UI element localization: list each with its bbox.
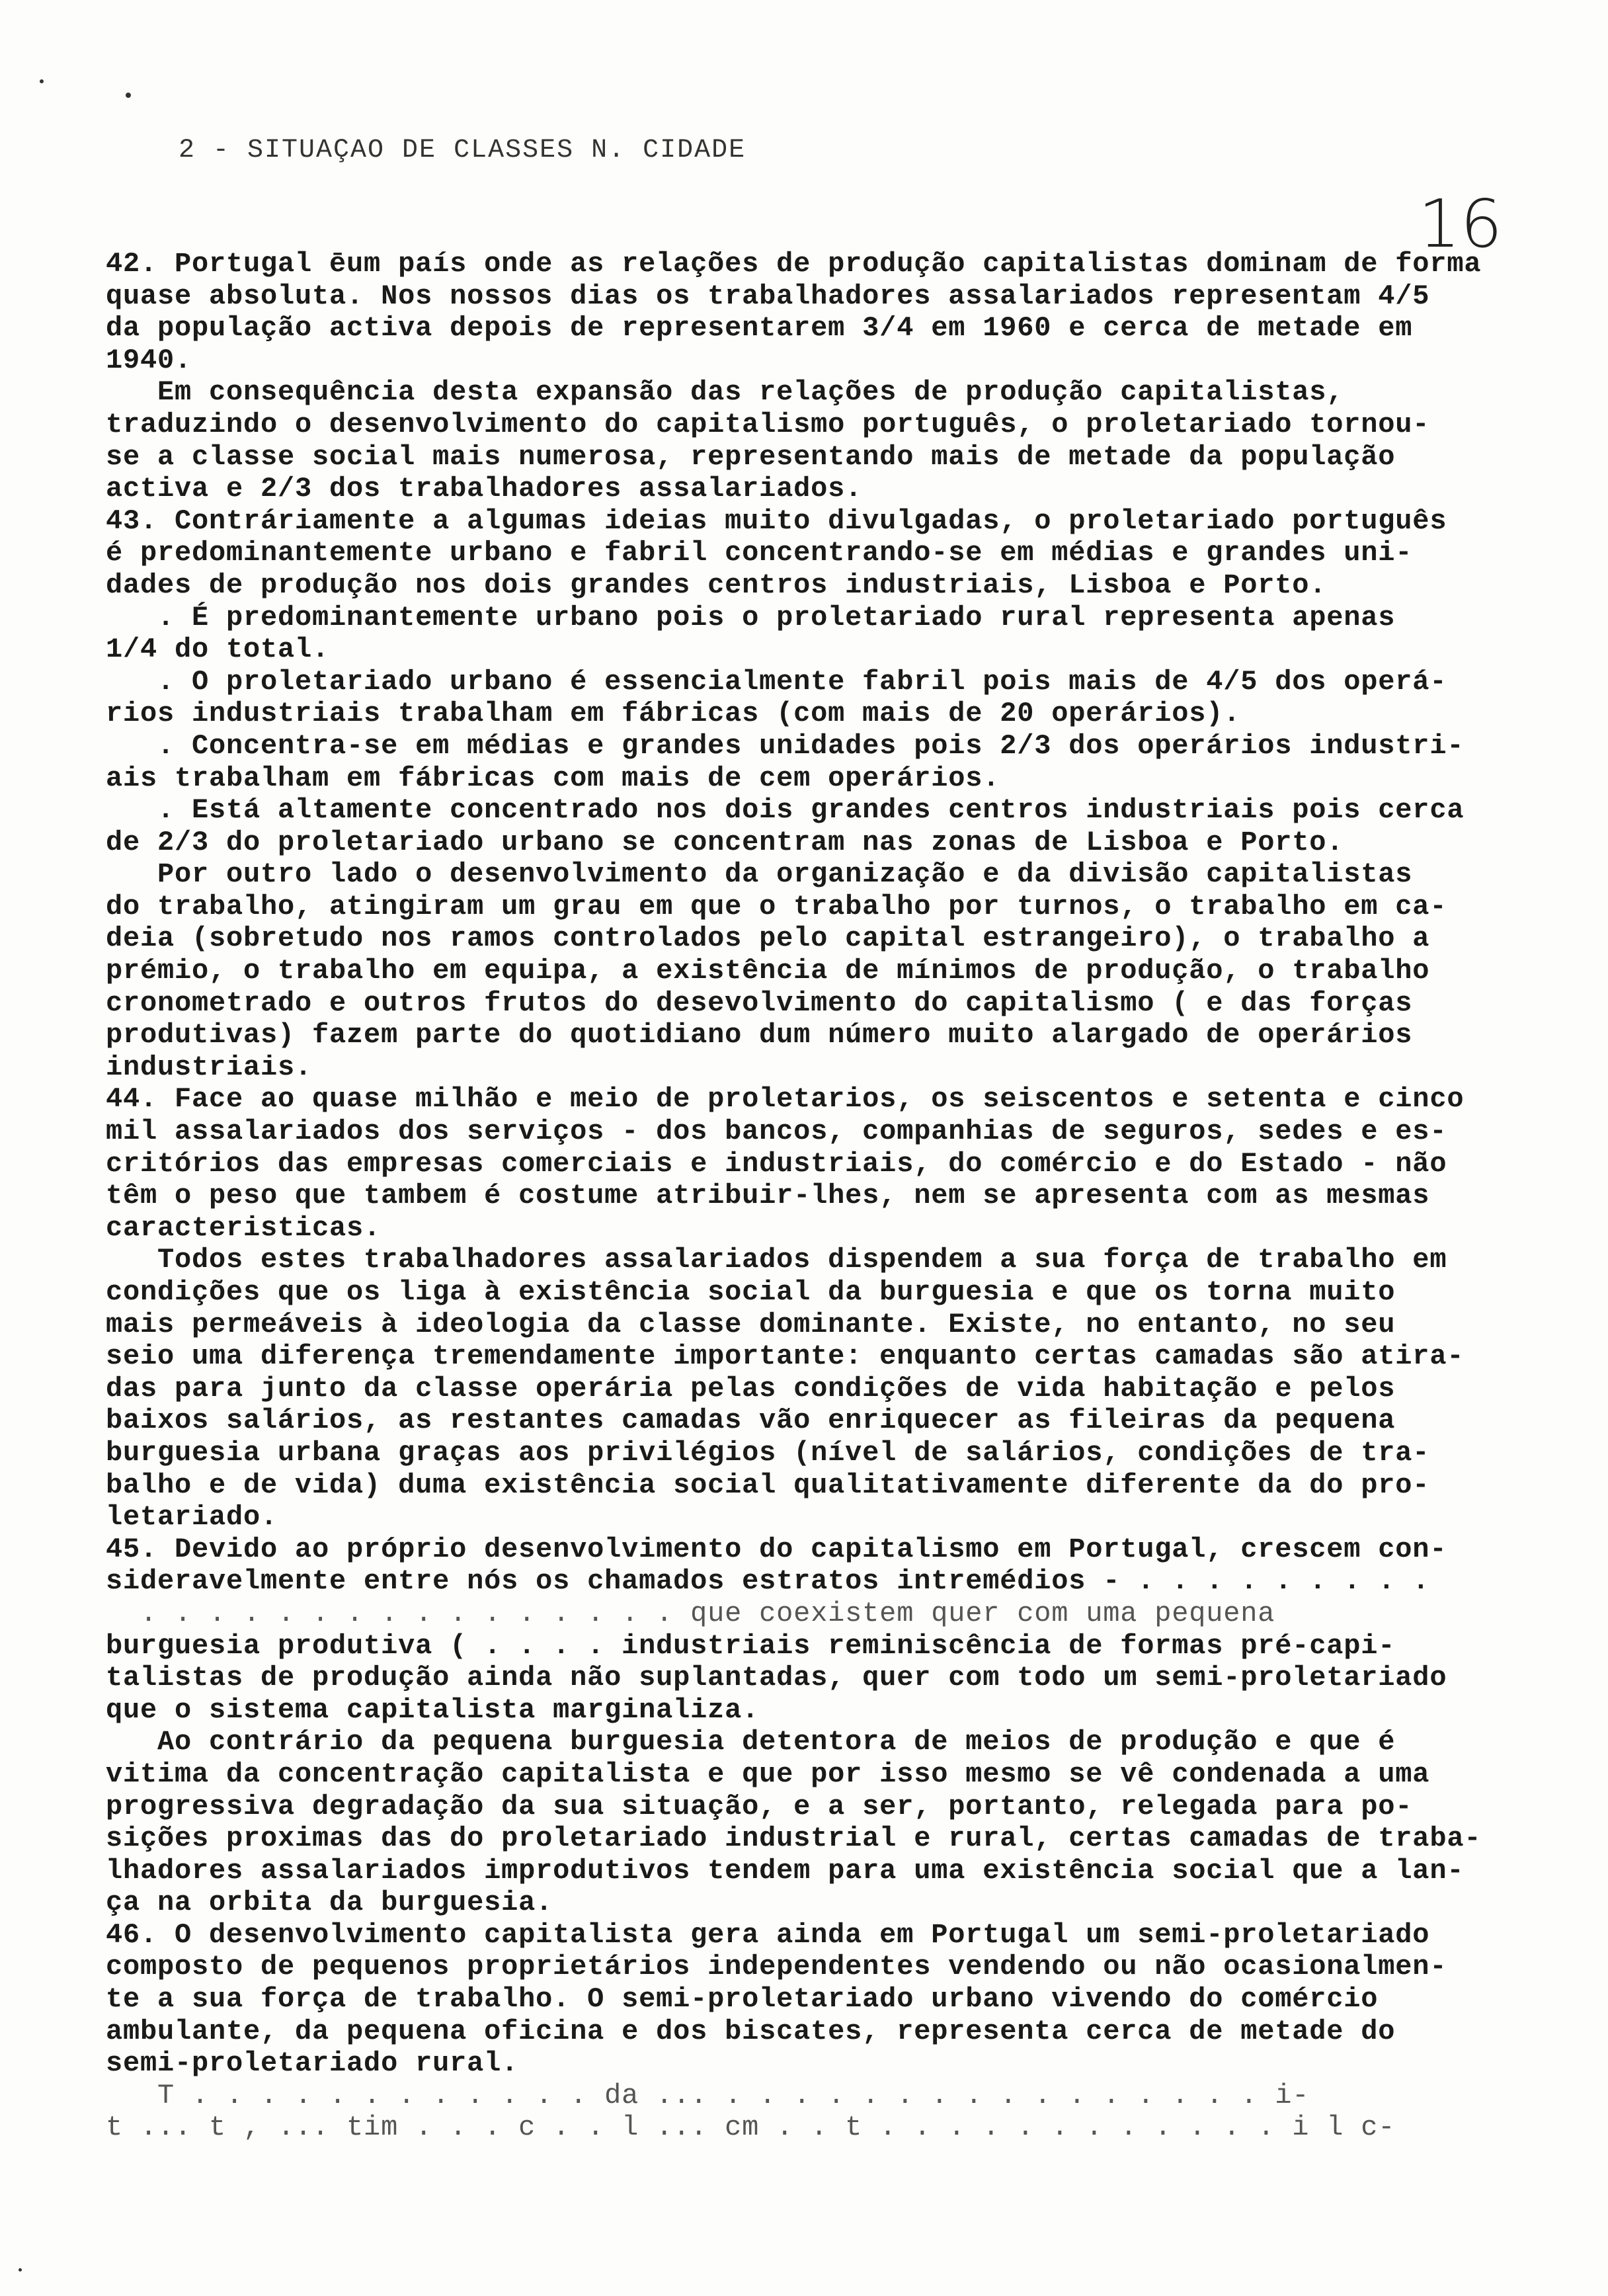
text-line: t ... t , ... tim . . . c . . l ... cm . . t . . . . . . . . . . . . i l c- — [106, 2112, 1396, 2144]
text-line: Em consequência desta expansão das relações de produção capitalistas, — [106, 376, 1344, 409]
text-line: letariado. — [106, 1501, 278, 1534]
text-line: . É predominantemente urbano pois o proletariado rural representa apenas — [106, 601, 1396, 634]
text-line: se a classe social mais numerosa, representando mais de metade da população — [106, 440, 1396, 473]
text-line: burguesia produtiva ( . . . . industriais reminiscência de formas pré-capi- — [106, 1629, 1396, 1662]
text-line: te a sua força de trabalho. O semi-proletariado urbano vivendo do comércio — [106, 1983, 1379, 2016]
text-line: sideravelmente entre nós os chamados estratos intremédios - . . . . . . . . . — [106, 1565, 1430, 1598]
text-line: das para junto da classe operária pelas condições de vida habitação e pelos — [106, 1372, 1396, 1405]
text-line: Por outro lado o desenvolvimento da organização e da divisão capitalistas — [106, 858, 1413, 891]
text-line: produtivas) fazem parte do quotidiano dum número muito alargado de operários — [106, 1019, 1413, 1051]
text-line: 45. Devido ao próprio desenvolvimento do capitalismo em Portugal, crescem con- — [106, 1533, 1447, 1565]
text-line: . . . . . . . . . . . . . . . . que coexistem quer com uma pequena — [106, 1597, 1275, 1629]
text-line: progressiva degradação da sua situação, e a ser, portanto, relegada para po- — [106, 1790, 1413, 1823]
text-line: ça na orbita da burguesia. — [106, 1887, 553, 1919]
text-line: burguesia urbana graças aos privilégios (nível de salários, condições de tra- — [106, 1436, 1430, 1469]
text-line: 43. Contráriamente a algumas ideias muito divulgadas, o proletariado português — [106, 505, 1447, 537]
text-line: rios industriais trabalham em fábricas (com mais de 20 operários). — [106, 698, 1241, 730]
body-text — [106, 248, 1547, 2144]
text-line: condições que os liga à existência social da burguesia e que os torna muito — [106, 1276, 1396, 1308]
text-line: 46. O desenvolvimento capitalista gera ainda em Portugal um semi-proletariado — [106, 1918, 1430, 1951]
text-line: 44. Face ao quase milhão e meio de proletarios, os seiscentos e setenta e cinco — [106, 1083, 1465, 1116]
text-line: 1/4 do total. — [106, 634, 330, 666]
text-line: semi-proletariado rural. — [106, 2047, 519, 2080]
scan-speck — [19, 2268, 22, 2272]
text-line: ais trabalham em fábricas com mais de cem operários. — [106, 762, 1000, 794]
text-line: do trabalho, atingiram um grau em que o trabalho por turnos, o trabalho em ca- — [106, 890, 1447, 922]
text-line: critórios das empresas comerciais e industriais, do comércio e do Estado - não — [106, 1147, 1447, 1180]
text-line: lhadores assalariados improdutivos tendem para uma existência social que a lan- — [106, 1854, 1465, 1887]
text-line: de 2/3 do proletariado urbano se concentram nas zonas de Lisboa e Porto. — [106, 826, 1344, 858]
text-line: deia (sobretudo nos ramos controlados pelo capital estrangeiro), o trabalho a — [106, 922, 1430, 955]
text-line: mil assalariados dos serviços - dos bancos, companhias de seguros, sedes e es- — [106, 1116, 1447, 1148]
text-line: 1940. — [106, 344, 192, 376]
text-line: prémio, o trabalho em equipa, a existência de mínimos de produção, o trabalho — [106, 955, 1430, 987]
text-line: caracteristicas. — [106, 1211, 382, 1244]
text-line: é predominantemente urbano e fabril concentrando-se em médias e grandes uni- — [106, 537, 1413, 569]
text-line: mais permeáveis à ideologia da classe dominante. Existe, no entanto, no seu — [106, 1308, 1396, 1340]
section-header: 2 - SITUAÇAO DE CLASSES N. CIDADE — [179, 136, 746, 165]
text-line: cronometrado e outros frutos do desevolvimento do capitalismo ( e das forças — [106, 987, 1413, 1019]
text-line: . Concentra-se em médias e grandes unidades pois 2/3 dos operários industri- — [106, 729, 1465, 762]
text-line: traduzindo o desenvolvimento do capitalismo português, o proletariado tornou- — [106, 408, 1430, 440]
text-line: baixos salários, as restantes camadas vão enriquecer as fileiras da pequena — [106, 1405, 1396, 1437]
text-line: sições proximas das do proletariado industrial e rural, certas camadas de traba- — [106, 1823, 1482, 1855]
text-line: composto de pequenos proprietários independentes vendendo ou não ocasionalmen- — [106, 1951, 1447, 1983]
text-line: que o sistema capitalista marginaliza. — [106, 1694, 760, 1726]
text-line: talistas de produção ainda não suplantadas, quer com todo um semi-proletariado — [106, 1662, 1447, 1694]
page-number: 16 — [1418, 185, 1503, 263]
text-line: 42. Portugal ēum país onde as relações de produção capitalistas dominam de forma — [106, 248, 1482, 280]
text-line: activa e 2/3 dos trabalhadores assalariados. — [106, 473, 863, 505]
text-line: quase absoluta. Nos nossos dias os trabalhadores assalariados representam 4/5 — [106, 280, 1430, 312]
text-line: vitima da concentração capitalista e que por isso mesmo se vê condenada a uma — [106, 1758, 1430, 1790]
text-line: . Está altamente concentrado nos dois grandes centros industriais pois cerca — [106, 794, 1465, 827]
text-line: T . . . . . . . . . . . . da ... . . . . . . . . . . . . . . . . i- — [106, 2079, 1310, 2112]
text-line: dades de produção nos dois grandes centros industriais, Lisboa e Porto. — [106, 569, 1327, 601]
text-line: seio uma diferença tremendamente importante: enquanto certas camadas são atira- — [106, 1340, 1465, 1373]
text-line: da população activa depois de representarem 3/4 em 1960 e cerca de metade em — [106, 312, 1413, 345]
text-line: industriais. — [106, 1051, 313, 1083]
text-line: Ao contrário da pequena burguesia detentora de meios de produção e que é — [106, 1726, 1396, 1758]
scan-speck — [40, 79, 44, 83]
text-line: têm o peso que tambem é costume atribuir-lhes, nem se apresenta com as mesmas — [106, 1180, 1430, 1212]
text-line: balho e de vida) duma existência social qualitativamente diferente da do pro- — [106, 1469, 1430, 1501]
text-line: ambulante, da pequena oficina e dos biscates, representa cerca de metade do — [106, 2015, 1396, 2047]
text-line: . O proletariado urbano é essencialmente fabril pois mais de 4/5 dos operá- — [106, 665, 1447, 698]
text-line: Todos estes trabalhadores assalariados dispendem a sua força de trabalho em — [106, 1244, 1447, 1276]
scan-speck — [126, 93, 131, 98]
